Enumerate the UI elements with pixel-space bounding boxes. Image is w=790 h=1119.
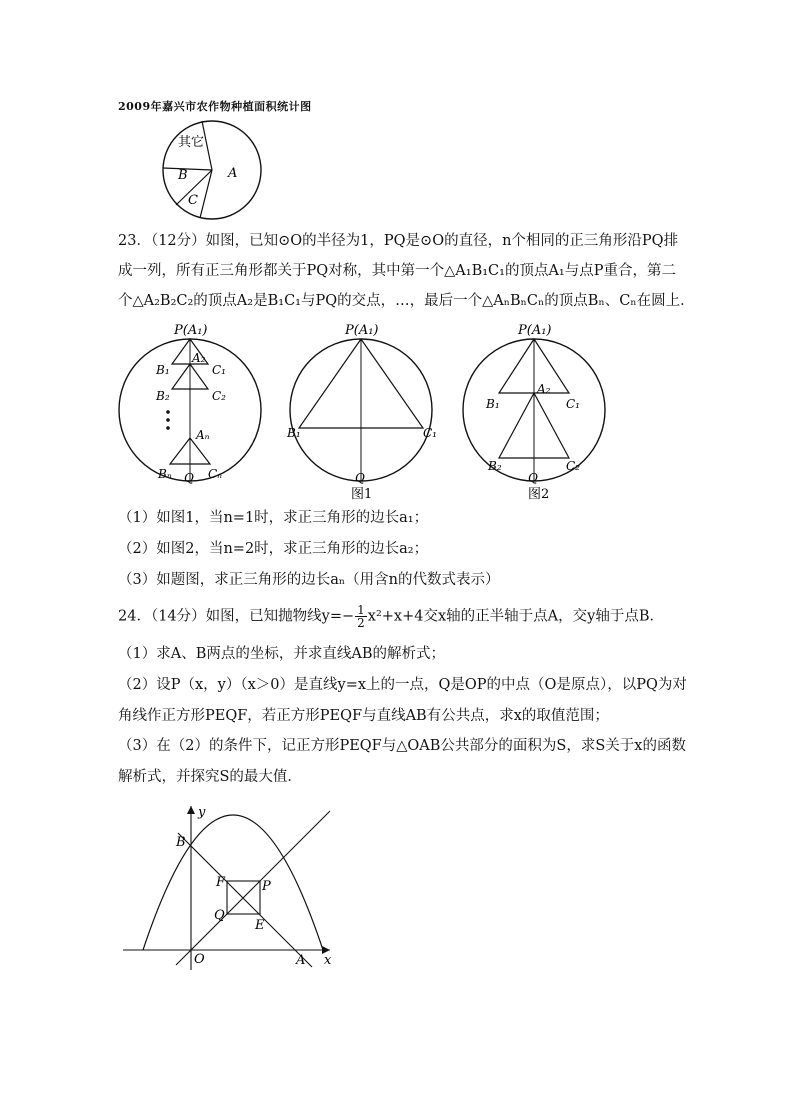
graph-label-p: P xyxy=(262,879,271,894)
main-label-b1: B₁ xyxy=(156,363,170,377)
main-label-b2: B₂ xyxy=(156,389,170,403)
main-label-bn: Bₙ xyxy=(158,467,172,481)
graph-label-a: A xyxy=(296,953,306,968)
graph-label-y: y xyxy=(198,805,206,820)
q24-sub-3a: （3）在（2）的条件下，记正方形PEQF与△OAB公共部分的面积为S，求S关于x的函数 xyxy=(118,738,686,754)
fig1-label-b1: B₁ xyxy=(287,426,301,440)
main-label-an: Aₙ xyxy=(196,428,210,442)
fig2-label-a2: A₂ xyxy=(537,382,551,396)
main-label-c2: C₂ xyxy=(212,389,226,403)
ellipsis-dot-2 xyxy=(166,418,170,422)
q24-fraction-num: 1 xyxy=(357,603,365,617)
graph-label-x: x xyxy=(324,953,332,968)
q23-line-2: 成一列，所有正三角形都关于PQ对称，其中第一个△A₁B₁C₁的顶点A₁与点P重合，第二 xyxy=(118,263,676,279)
graph-label-f: F xyxy=(216,875,226,890)
fig2-label-c2: C₂ xyxy=(566,459,580,473)
q24-line-1-post: x²+x+4交x轴的正半轴于点A，交y轴于点B． xyxy=(367,608,664,625)
q24-graph xyxy=(118,800,348,975)
pie-label-b: B xyxy=(178,168,188,183)
fig1-label-q: Q xyxy=(355,471,365,485)
q23-figure-1 xyxy=(285,318,445,504)
q23-main-figure xyxy=(118,318,268,488)
graph-label-q: Q xyxy=(214,908,225,923)
q24-line-1 xyxy=(118,604,664,629)
fig2-caption: 图2 xyxy=(528,487,550,502)
fig1-label-c1: C₁ xyxy=(423,426,437,440)
pie-chart xyxy=(150,116,270,226)
q23-line-3: 个△A₂B₂C₂的顶点A₂是B₁C₁与PQ的交点，…，最后一个△AₙBₙCₙ的顶点Bₙ、Cₙ在圆上． xyxy=(118,293,695,309)
q24-sub-1: （1）求A、B两点的坐标，并求直线AB的解析式； xyxy=(118,646,445,662)
graph-label-o: O xyxy=(194,952,205,967)
q23-sub-2: （2）如图2，当n=2时，求正三角形的边长a₂； xyxy=(118,541,429,557)
main-label-c1: C₁ xyxy=(212,363,226,377)
q23-sub-3: （3）如题图，求正三角形的边长aₙ（用含n的代数式表示） xyxy=(118,572,500,588)
main-label-q: Q xyxy=(184,471,194,485)
fig2-label-b2: B₂ xyxy=(488,459,502,473)
fig2-label-q: Q xyxy=(528,471,538,485)
main-label-p: P(A₁) xyxy=(174,323,208,338)
fig1-caption: 图1 xyxy=(351,487,373,502)
pie-label-other: 其它 xyxy=(178,135,205,150)
q24-sub-3b: 解析式，并探究S的最大值． xyxy=(118,769,302,785)
q24-sub-2a: （2）设P（x，y）（x＞0）是直线y=x上的一点，Q是OP的中点（O是原点），以PQ为对 xyxy=(118,677,687,693)
q24-fraction xyxy=(355,604,367,629)
fig2-label-p: P(A₁) xyxy=(518,323,552,338)
ellipsis-dot-3 xyxy=(166,426,170,430)
pie-chart-title: 2009年嘉兴市农作物种植面积统计图 xyxy=(118,100,312,113)
ellipsis-dot-1 xyxy=(166,410,170,414)
main-label-cn: Cₙ xyxy=(208,467,223,481)
q23-line-1: 23．（12分）如图，已知⊙O的半径为1，PQ是⊙O的直径，n个相同的正三角形沿PQ排 xyxy=(118,233,679,249)
main-label-a2: A₂ xyxy=(192,351,206,365)
line-ab xyxy=(178,833,312,967)
fig2-label-b1: B₁ xyxy=(486,397,500,411)
parabola xyxy=(143,815,323,950)
q23-sub-1: （1）如图1，当n=1时，求正三角形的边长a₁； xyxy=(118,510,429,526)
pie-divider-bottom xyxy=(200,170,212,218)
q23-figure-2 xyxy=(458,318,618,504)
y-axis-arrow xyxy=(187,806,195,814)
q24-sub-2b: 角线作正方形PEQF，若正方形PEQF与直线AB有公共点，求x的取值范围； xyxy=(118,708,609,724)
graph-label-b: B xyxy=(176,835,186,850)
q24-line-1-pre: 24．（14分）如图，已知抛物线y=− xyxy=(118,608,355,625)
fig2-label-c1: C₁ xyxy=(566,397,580,411)
pie-label-a: A xyxy=(228,166,238,181)
fig1-label-p: P(A₁) xyxy=(345,323,379,338)
pie-label-c: C xyxy=(188,193,198,208)
q24-fraction-den: 2 xyxy=(357,616,365,630)
graph-label-e: E xyxy=(255,918,265,933)
